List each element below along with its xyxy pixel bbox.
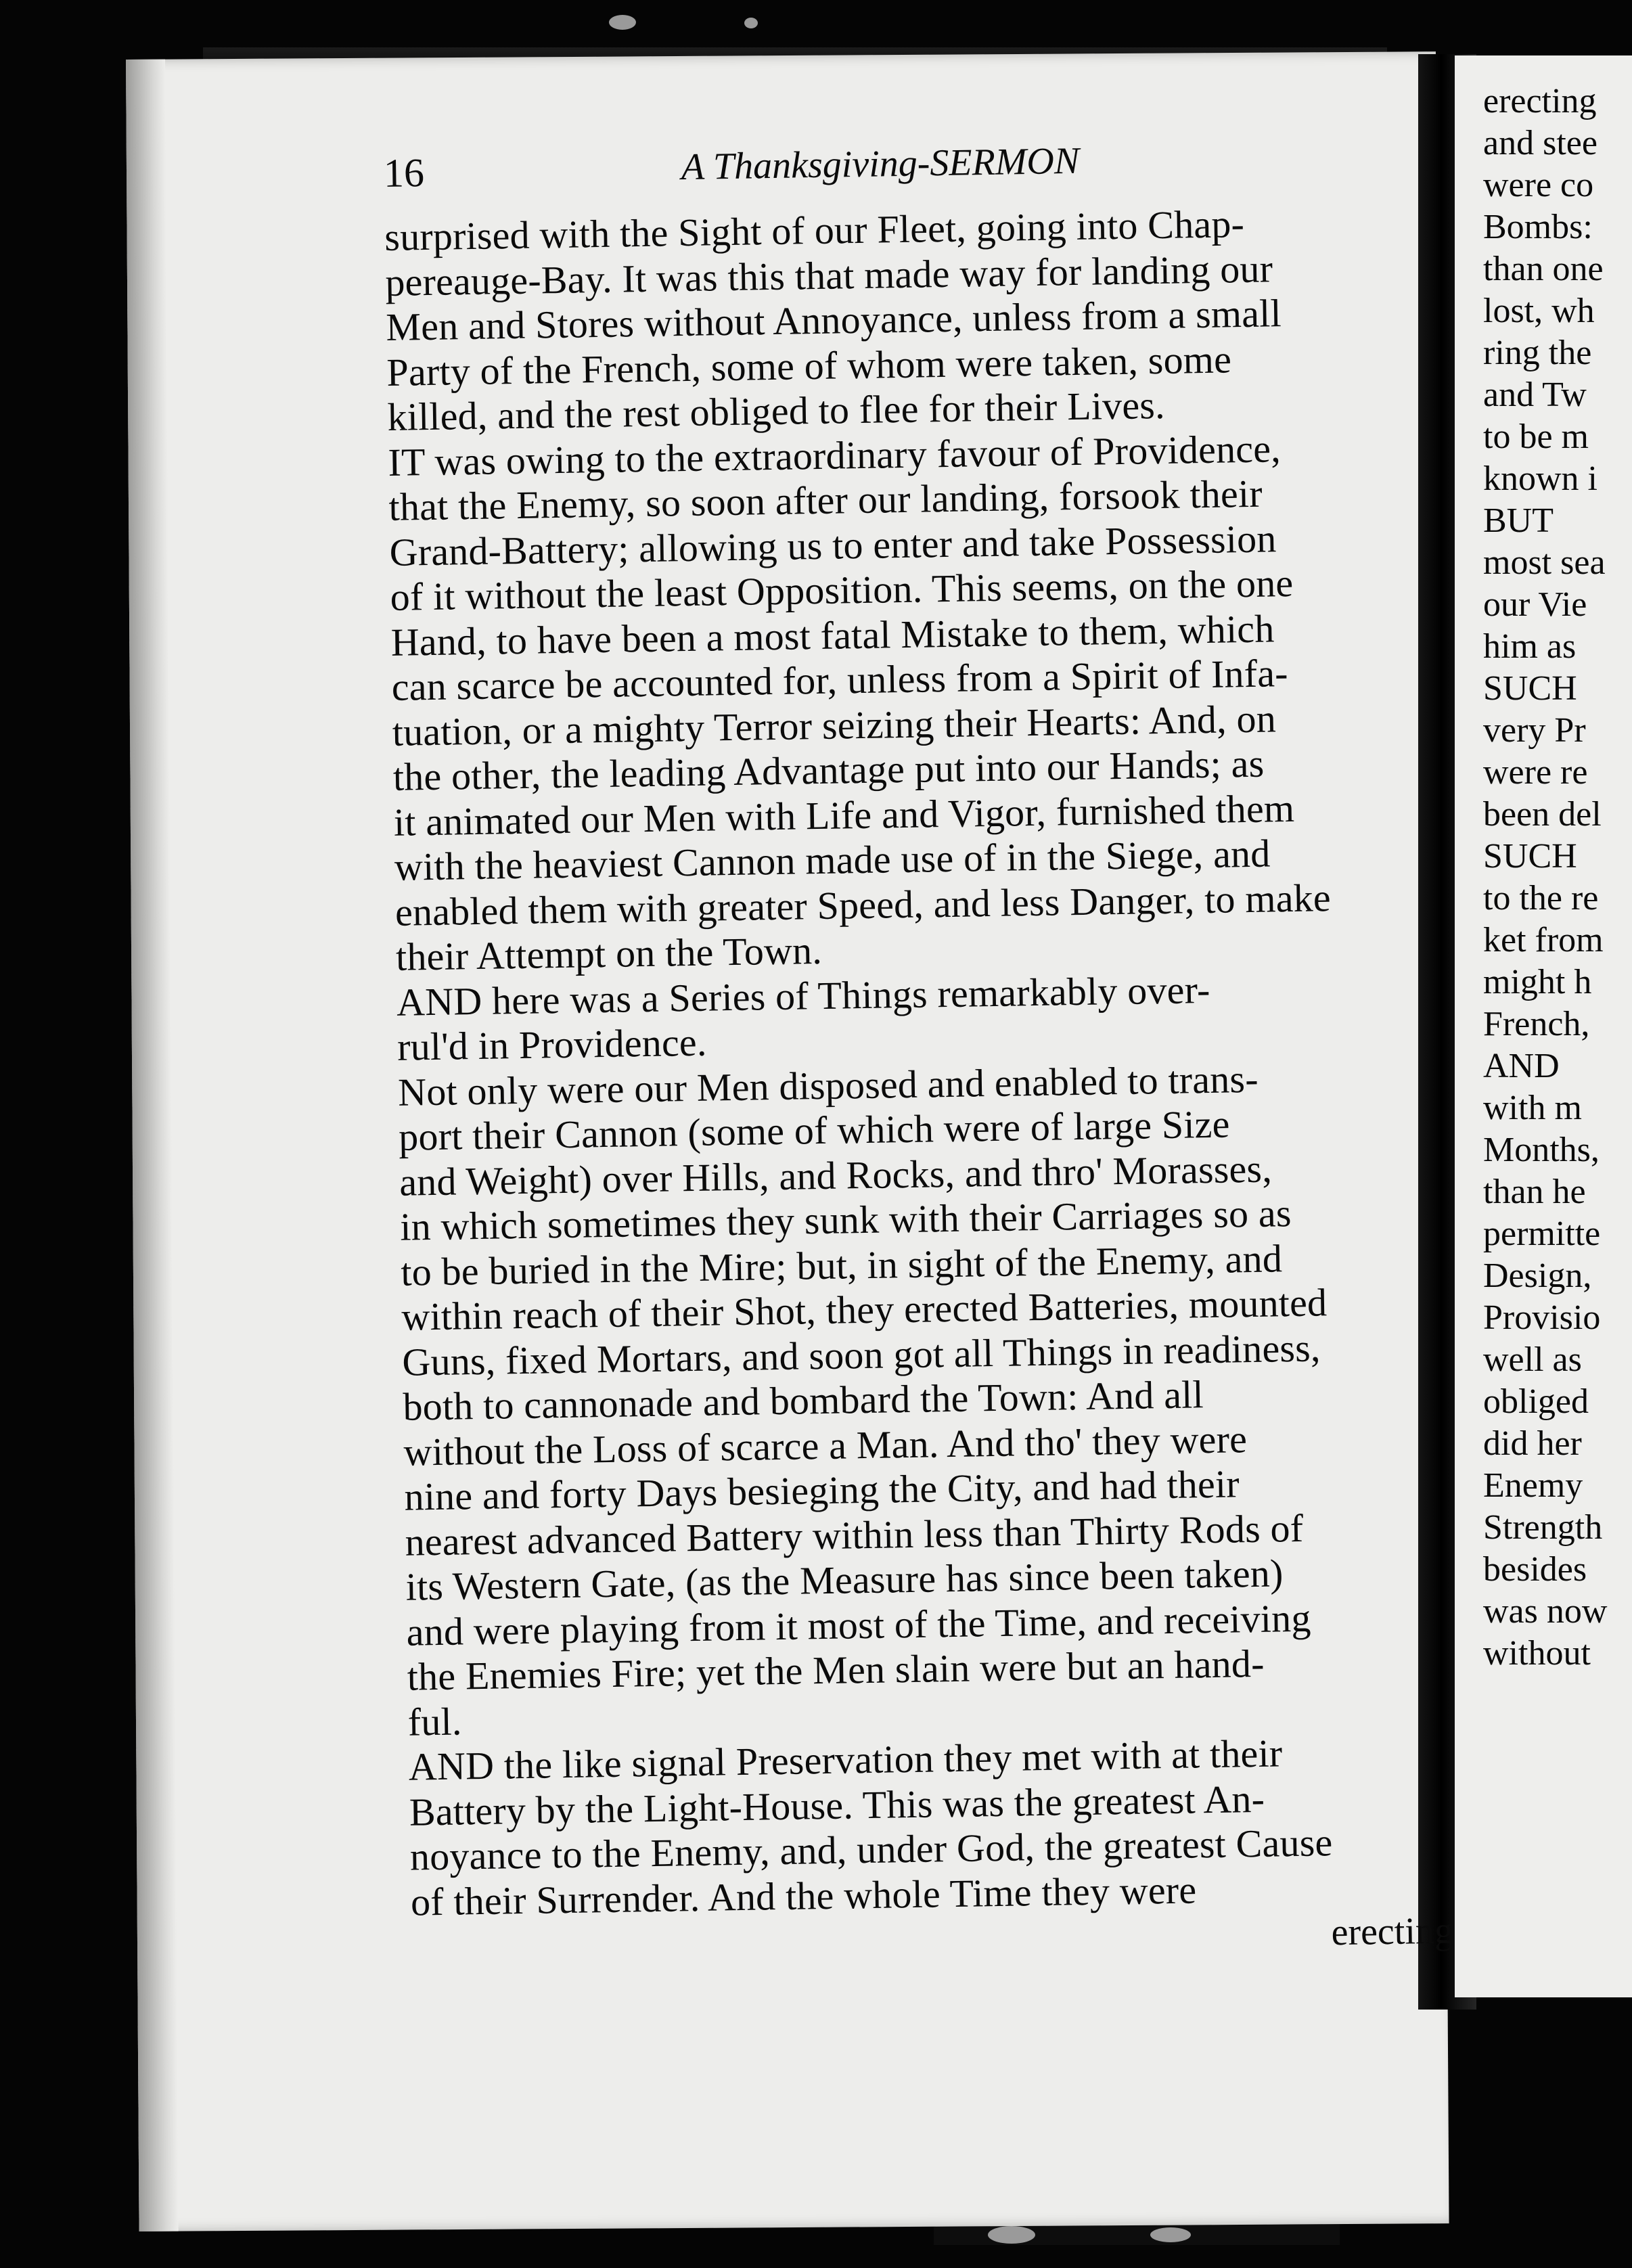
text-line: besides (1483, 1550, 1587, 1589)
text-line: the Enemies Fire; yet the Men slain were but an hand- (407, 1641, 1265, 1699)
text-line: were re (1483, 753, 1588, 792)
text-line: surprised with the Sight of our Fleet, going into Chap- (384, 202, 1245, 259)
scan-speck (1150, 2227, 1191, 2242)
text-line: pereauge-Bay. It was this that made way for landing our (384, 246, 1273, 304)
page-number: 16 (383, 150, 425, 196)
text-line: of their Surrender. And the whole Time they were (410, 1867, 1197, 1924)
text-line: to be buried in the Mire; but, in sight of the Enemy, and (400, 1235, 1283, 1294)
text-line: without (1483, 1634, 1591, 1673)
text-line: than he (1483, 1173, 1586, 1211)
text-line: its Western Gate, (as the Measure has since been taken) (405, 1551, 1284, 1609)
text-line: it animated our Men with Life and Vigor, furnished them (393, 786, 1295, 844)
text-line: and stee (1483, 124, 1597, 162)
text-line: the other, the leading Advantage put into our Hands; as (392, 741, 1265, 799)
text-line: can scarce be accounted for, unless from a Spirit of Infa- (391, 651, 1289, 709)
text-line: port their Cannon (some of which were of large Size (398, 1102, 1230, 1159)
text-line: French, (1483, 1005, 1590, 1043)
text-line: rul'd in Providence. (396, 1020, 708, 1069)
text-line: enabled them with greater Speed, and less Danger, to make (394, 875, 1332, 934)
scan-speck (609, 15, 636, 30)
body-text (384, 198, 1467, 1924)
text-line: Enemy (1483, 1466, 1583, 1505)
text-line: Months, (1483, 1131, 1600, 1169)
text-line: him as (1483, 627, 1577, 666)
text-line: was now (1483, 1592, 1608, 1631)
text-line: Strength (1483, 1508, 1603, 1547)
text-line: with the heaviest Cannon made use of in the Siege, and (394, 831, 1271, 889)
text-line: well as (1483, 1340, 1582, 1379)
text-line: BUT (1483, 501, 1554, 540)
text-line: Provisio (1483, 1298, 1601, 1337)
text-line: and Tw (1483, 376, 1587, 414)
text-line: Not only were our Men disposed and enabled to trans- (397, 1056, 1259, 1114)
text-line: in which sometimes they sunk with their Carriages so as (399, 1191, 1292, 1249)
text-line: noyance to the Enemy, and, under God, the greatest Cause (409, 1820, 1333, 1879)
text-line: AND the like signal Preservation they met with at their (408, 1731, 1283, 1789)
text-line: and Weight) over Hills, and Rocks, and thro' Morasses, (399, 1146, 1273, 1204)
text-line: IT was owing to the extraordinary favour of Providence, (388, 426, 1282, 484)
text-line: AND here was a Series of Things remarkably over- (396, 967, 1210, 1024)
scan-speck (744, 18, 758, 28)
running-head (383, 118, 1440, 214)
text-line: and were playing from it most of the Time, and receiving (406, 1595, 1311, 1654)
text-line: AND (1483, 1047, 1560, 1085)
text-line: ring the (1483, 334, 1592, 372)
left-page-text (383, 118, 1467, 1970)
text-line: nearest advanced Battery within less than Thirty Rods of (405, 1505, 1304, 1564)
text-line: been del (1483, 795, 1602, 834)
text-line: Design, (1483, 1256, 1592, 1295)
text-line: than one (1483, 250, 1604, 288)
text-line: tuation, or a mighty Terror seizing their Hearts: And, on (392, 696, 1277, 754)
text-line: SUCH (1483, 837, 1577, 876)
text-line: to be m (1483, 417, 1589, 456)
text-line: our Vie (1483, 585, 1587, 624)
text-line: very Pr (1483, 711, 1586, 750)
text-line: of it without the least Opposition. This seems, on the one (390, 560, 1294, 619)
right-page-fragment (1455, 55, 1632, 1997)
text-line: with m (1483, 1089, 1582, 1127)
text-line: lost, wh (1483, 292, 1595, 330)
text-line: without the Loss of scarce a Man. And tho' they were (403, 1416, 1248, 1474)
scan-speck (988, 2226, 1035, 2244)
text-line: SUCH (1483, 669, 1577, 708)
running-head-title: A Thanksgiving-SERMON (681, 139, 1080, 189)
text-line: ket from (1483, 921, 1604, 959)
text-line: most sea (1483, 543, 1606, 582)
text-line: Party of the French, some of whom were taken, some (386, 336, 1232, 394)
catchword: erecting (1331, 1909, 1454, 1954)
text-line: Bombs: (1483, 208, 1593, 246)
text-line: permitte (1483, 1215, 1601, 1253)
text-line: killed, and the rest obliged to flee for their Lives. (387, 382, 1166, 439)
text-line: did her (1483, 1424, 1582, 1463)
text-line: ful. (407, 1698, 463, 1744)
text-line: known i (1483, 459, 1597, 498)
text-line: were co (1483, 166, 1594, 204)
text-line: erecting (1483, 82, 1597, 120)
text-line: that the Enemy, so soon after our landing, forsook their (388, 471, 1263, 529)
text-line: their Attempt on the Town. (395, 928, 823, 979)
text-line: within reach of their Shot, they erected Batteries, mounted (401, 1280, 1328, 1339)
text-line: to the re (1483, 879, 1599, 917)
text-line: Battery by the Light-House. This was the greatest An- (409, 1776, 1265, 1834)
text-line: Hand, to have been a most fatal Mistake to them, which (390, 606, 1275, 664)
text-line: nine and forty Days besieging the City, and had their (404, 1461, 1240, 1519)
text-line: obliged (1483, 1382, 1589, 1421)
text-line: both to cannonade and bombard the Town: And all (403, 1372, 1204, 1429)
text-line: Grand-Battery; allowing us to enter and take Possession (389, 516, 1277, 574)
text-line: might h (1483, 963, 1592, 1001)
text-line: Guns, fixed Mortars, and soon got all Things in readiness, (401, 1325, 1321, 1384)
text-line: Men and Stores without Annoyance, unless from a small (385, 291, 1282, 349)
